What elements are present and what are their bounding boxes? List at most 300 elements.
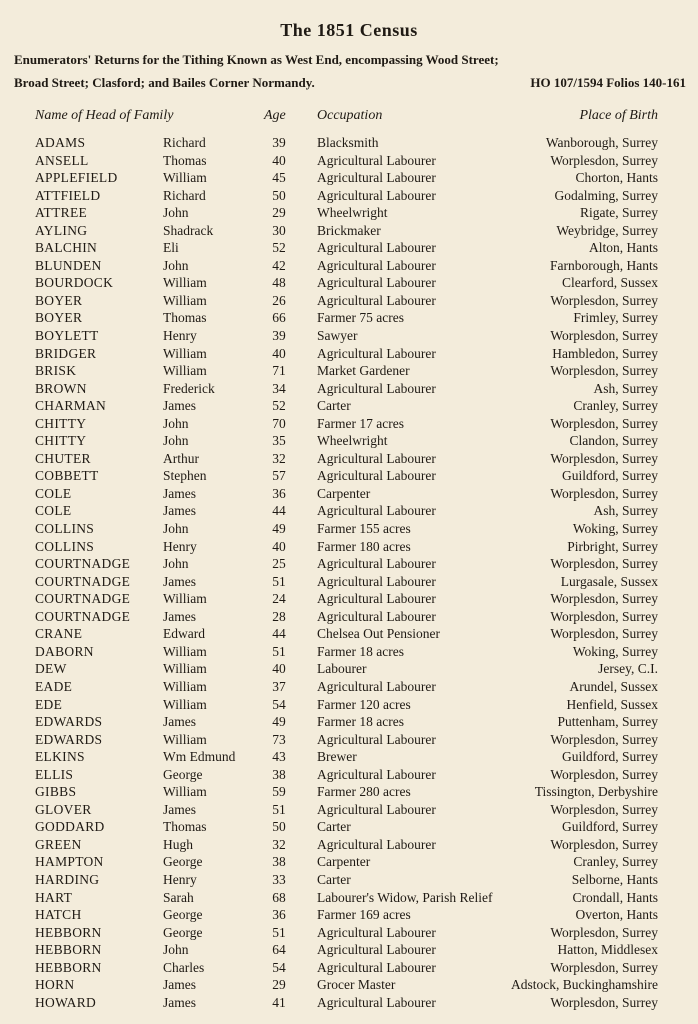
age-cell: 68 bbox=[272, 889, 286, 905]
surname-cell: BOYLETT bbox=[35, 328, 99, 344]
table-row bbox=[0, 538, 698, 556]
occupation-cell: Agricultural Labourer bbox=[317, 187, 436, 203]
occupation-cell: Brewer bbox=[317, 749, 357, 765]
surname-cell: COURTNADGE bbox=[35, 573, 131, 589]
age-cell: 36 bbox=[272, 485, 286, 501]
birthplace-cell: Worplesdon, Surrey bbox=[550, 801, 658, 817]
occupation-cell: Agricultural Labourer bbox=[317, 942, 436, 958]
birthplace-cell: Puttenham, Surrey bbox=[557, 714, 658, 730]
table-row bbox=[0, 573, 698, 591]
table-row bbox=[0, 187, 698, 205]
table-row bbox=[0, 485, 698, 503]
occupation-cell: Agricultural Labourer bbox=[317, 450, 436, 466]
table-row bbox=[0, 766, 698, 784]
table-row bbox=[0, 976, 698, 994]
surname-cell: CHUTER bbox=[35, 450, 91, 466]
birthplace-cell: Worplesdon, Surrey bbox=[550, 363, 658, 379]
surname-cell: CHARMAN bbox=[35, 398, 107, 414]
occupation-cell: Agricultural Labourer bbox=[317, 240, 436, 256]
age-cell: 48 bbox=[272, 275, 286, 291]
age-cell: 29 bbox=[272, 205, 286, 221]
birthplace-cell: Worplesdon, Surrey bbox=[550, 731, 658, 747]
forename-cell: Henry bbox=[163, 328, 197, 344]
forename-cell: Wm Edmund bbox=[163, 749, 236, 765]
birthplace-cell: Chorton, Hants bbox=[575, 170, 658, 186]
birthplace-cell: Worplesdon, Surrey bbox=[550, 415, 658, 431]
table-row bbox=[0, 783, 698, 801]
occupation-cell: Agricultural Labourer bbox=[317, 380, 436, 396]
occupation-cell: Agricultural Labourer bbox=[317, 836, 436, 852]
age-cell: 71 bbox=[272, 363, 286, 379]
birthplace-cell: Frimley, Surrey bbox=[573, 310, 658, 326]
table-row bbox=[0, 625, 698, 643]
age-cell: 57 bbox=[272, 468, 286, 484]
age-cell: 43 bbox=[272, 749, 286, 765]
surname-cell: COLLINS bbox=[35, 521, 95, 537]
birthplace-cell: Worplesdon, Surrey bbox=[550, 994, 658, 1010]
surname-cell: GLOVER bbox=[35, 801, 92, 817]
birthplace-cell: Henfield, Sussex bbox=[566, 696, 658, 712]
age-cell: 35 bbox=[272, 433, 286, 449]
occupation-cell: Agricultural Labourer bbox=[317, 503, 436, 519]
age-cell: 24 bbox=[272, 591, 286, 607]
age-cell: 37 bbox=[272, 678, 286, 694]
occupation-cell: Labourer's Widow, Parish Relief bbox=[317, 889, 493, 905]
forename-cell: William bbox=[163, 363, 207, 379]
surname-cell: GIBBS bbox=[35, 784, 77, 800]
birthplace-cell: Clearford, Sussex bbox=[562, 275, 658, 291]
table-row bbox=[0, 608, 698, 626]
age-cell: 32 bbox=[272, 836, 286, 852]
age-cell: 28 bbox=[272, 608, 286, 624]
surname-cell: HEBBORN bbox=[35, 942, 102, 958]
surname-cell: AYLING bbox=[35, 222, 88, 238]
birthplace-cell: Adstock, Buckinghamshire bbox=[511, 977, 658, 993]
occupation-cell: Carter bbox=[317, 398, 351, 414]
occupation-cell: Grocer Master bbox=[317, 977, 396, 993]
occupation-cell: Wheelwright bbox=[317, 205, 388, 221]
forename-cell: William bbox=[163, 731, 207, 747]
birthplace-cell: Clandon, Surrey bbox=[569, 433, 658, 449]
birthplace-cell: Hambledon, Surrey bbox=[552, 345, 658, 361]
table-row bbox=[0, 643, 698, 661]
age-cell: 50 bbox=[272, 819, 286, 835]
birthplace-cell: Overton, Hants bbox=[575, 907, 658, 923]
birthplace-cell: Worplesdon, Surrey bbox=[550, 608, 658, 624]
birthplace-cell: Worplesdon, Surrey bbox=[550, 328, 658, 344]
occupation-cell: Agricultural Labourer bbox=[317, 275, 436, 291]
surname-cell: HOWARD bbox=[35, 994, 97, 1010]
age-cell: 51 bbox=[272, 573, 286, 589]
surname-cell: HART bbox=[35, 889, 73, 905]
birthplace-cell: Worplesdon, Surrey bbox=[550, 626, 658, 642]
surname-cell: CRANE bbox=[35, 626, 83, 642]
occupation-cell: Agricultural Labourer bbox=[317, 468, 436, 484]
forename-cell: James bbox=[163, 714, 196, 730]
age-cell: 52 bbox=[272, 240, 286, 256]
birthplace-cell: Weybridge, Surrey bbox=[556, 222, 658, 238]
occupation-cell: Carter bbox=[317, 871, 351, 887]
forename-cell: John bbox=[163, 556, 189, 572]
table-row bbox=[0, 941, 698, 959]
table-row bbox=[0, 520, 698, 538]
subtitle-line-2-text: Broad Street; Clasford; and Bailes Corner Normandy. bbox=[14, 75, 315, 90]
forename-cell: James bbox=[163, 608, 196, 624]
age-cell: 40 bbox=[272, 345, 286, 361]
birthplace-cell: Worplesdon, Surrey bbox=[550, 152, 658, 168]
occupation-cell: Agricultural Labourer bbox=[317, 959, 436, 975]
forename-cell: John bbox=[163, 205, 189, 221]
surname-cell: COLE bbox=[35, 503, 72, 519]
birthplace-cell: Guildford, Surrey bbox=[562, 468, 658, 484]
table-row bbox=[0, 415, 698, 433]
surname-cell: ANSELL bbox=[35, 152, 89, 168]
table-row bbox=[0, 801, 698, 819]
table-row bbox=[0, 134, 698, 152]
occupation-cell: Agricultural Labourer bbox=[317, 556, 436, 572]
surname-cell: HAMPTON bbox=[35, 854, 104, 870]
table-row bbox=[0, 169, 698, 187]
occupation-cell: Farmer 18 acres bbox=[317, 643, 404, 659]
table-row bbox=[0, 274, 698, 292]
table-row bbox=[0, 994, 698, 1012]
birthplace-cell: Guildford, Surrey bbox=[562, 749, 658, 765]
table-row bbox=[0, 239, 698, 257]
table-row bbox=[0, 397, 698, 415]
birthplace-cell: Jersey, C.I. bbox=[598, 661, 658, 677]
table-row bbox=[0, 380, 698, 398]
header-age: Age bbox=[264, 108, 286, 123]
birthplace-cell: Ash, Surrey bbox=[593, 380, 658, 396]
surname-cell: BRISK bbox=[35, 363, 77, 379]
surname-cell: BLUNDEN bbox=[35, 257, 102, 273]
birthplace-cell: Cranley, Surrey bbox=[573, 398, 658, 414]
forename-cell: William bbox=[163, 643, 207, 659]
header-occupation: Occupation bbox=[317, 108, 383, 123]
subtitle-line-2 bbox=[14, 75, 690, 91]
birthplace-cell: Woking, Surrey bbox=[572, 643, 658, 659]
forename-cell: Stephen bbox=[163, 468, 207, 484]
table-row bbox=[0, 871, 698, 889]
age-cell: 51 bbox=[272, 924, 286, 940]
forename-cell: William bbox=[163, 591, 207, 607]
occupation-cell: Agricultural Labourer bbox=[317, 573, 436, 589]
birthplace-cell: Woking, Surrey bbox=[572, 521, 658, 537]
occupation-cell: Agricultural Labourer bbox=[317, 924, 436, 940]
occupation-cell: Agricultural Labourer bbox=[317, 994, 436, 1010]
age-cell: 59 bbox=[272, 784, 286, 800]
surname-cell: HATCH bbox=[35, 907, 82, 923]
surname-cell: ELKINS bbox=[35, 749, 85, 765]
surname-cell: HEBBORN bbox=[35, 924, 102, 940]
table-row bbox=[0, 836, 698, 854]
forename-cell: John bbox=[163, 257, 189, 273]
birthplace-cell: Guildford, Surrey bbox=[562, 819, 658, 835]
surname-cell: BALCHIN bbox=[35, 240, 98, 256]
age-cell: 40 bbox=[272, 538, 286, 554]
birthplace-cell: Rigate, Surrey bbox=[580, 205, 658, 221]
birthplace-cell: Worplesdon, Surrey bbox=[550, 924, 658, 940]
forename-cell: William bbox=[163, 696, 207, 712]
page-title: The 1851 Census bbox=[280, 20, 418, 40]
birthplace-cell: Hatton, Middlesex bbox=[557, 942, 658, 958]
age-cell: 38 bbox=[272, 854, 286, 870]
forename-cell: Hugh bbox=[163, 836, 193, 852]
surname-cell: HARDING bbox=[35, 871, 100, 887]
occupation-cell: Farmer 17 acres bbox=[317, 415, 404, 431]
table-row bbox=[0, 502, 698, 520]
occupation-cell: Agricultural Labourer bbox=[317, 170, 436, 186]
age-cell: 42 bbox=[272, 257, 286, 273]
forename-cell: Thomas bbox=[163, 819, 207, 835]
table-row bbox=[0, 292, 698, 310]
birthplace-cell: Wanborough, Surrey bbox=[545, 135, 658, 150]
table-row bbox=[0, 309, 698, 327]
forename-cell: Richard bbox=[163, 187, 206, 203]
archive-reference: HO 107/1594 Folios 140-161 bbox=[530, 75, 686, 90]
surname-cell: EDWARDS bbox=[35, 714, 103, 730]
forename-cell: James bbox=[163, 398, 196, 414]
surname-cell: COURTNADGE bbox=[35, 608, 131, 624]
birthplace-cell: Lurgasale, Sussex bbox=[560, 573, 658, 589]
age-cell: 40 bbox=[272, 152, 286, 168]
forename-cell: Henry bbox=[163, 538, 197, 554]
table-row bbox=[0, 590, 698, 608]
table-row bbox=[0, 222, 698, 240]
table-row bbox=[0, 678, 698, 696]
birthplace-cell: Cranley, Surrey bbox=[573, 854, 658, 870]
age-cell: 51 bbox=[272, 801, 286, 817]
forename-cell: John bbox=[163, 415, 189, 431]
occupation-cell: Market Gardener bbox=[317, 363, 410, 379]
age-cell: 54 bbox=[272, 959, 286, 975]
forename-cell: John bbox=[163, 521, 189, 537]
surname-cell: BOURDOCK bbox=[35, 275, 114, 291]
table-row bbox=[0, 748, 698, 766]
table-row bbox=[0, 660, 698, 678]
forename-cell: George bbox=[163, 854, 203, 870]
occupation-cell: Agricultural Labourer bbox=[317, 766, 436, 782]
forename-cell: George bbox=[163, 907, 203, 923]
surname-cell: ATTFIELD bbox=[35, 187, 101, 203]
age-cell: 66 bbox=[272, 310, 286, 326]
forename-cell: James bbox=[163, 994, 196, 1010]
age-cell: 54 bbox=[272, 696, 286, 712]
occupation-cell: Carter bbox=[317, 819, 351, 835]
age-cell: 49 bbox=[272, 521, 286, 537]
age-cell: 30 bbox=[272, 222, 286, 238]
forename-cell: George bbox=[163, 766, 203, 782]
occupation-cell: Agricultural Labourer bbox=[317, 292, 436, 308]
surname-cell: BOYER bbox=[35, 292, 83, 308]
forename-cell: William bbox=[163, 275, 207, 291]
forename-cell: Henry bbox=[163, 871, 197, 887]
surname-cell: BROWN bbox=[35, 380, 87, 396]
occupation-cell: Farmer 180 acres bbox=[317, 538, 411, 554]
birthplace-cell: Arundel, Sussex bbox=[569, 678, 658, 694]
forename-cell: William bbox=[163, 784, 207, 800]
occupation-cell: Agricultural Labourer bbox=[317, 591, 436, 607]
occupation-cell: Farmer 169 acres bbox=[317, 907, 411, 923]
occupation-cell: Farmer 18 acres bbox=[317, 714, 404, 730]
age-cell: 33 bbox=[272, 871, 286, 887]
table-row bbox=[0, 432, 698, 450]
occupation-cell: Agricultural Labourer bbox=[317, 345, 436, 361]
surname-cell: EDE bbox=[35, 696, 63, 712]
surname-cell: ADAMS bbox=[35, 135, 86, 150]
occupation-cell: Agricultural Labourer bbox=[317, 678, 436, 694]
table-row bbox=[0, 924, 698, 942]
occupation-cell: Farmer 120 acres bbox=[317, 696, 411, 712]
birthplace-cell: Worplesdon, Surrey bbox=[550, 591, 658, 607]
occupation-cell: Chelsea Out Pensioner bbox=[317, 626, 440, 642]
occupation-cell: Sawyer bbox=[317, 328, 358, 344]
forename-cell: Arthur bbox=[163, 450, 199, 466]
age-cell: 70 bbox=[272, 415, 286, 431]
age-cell: 44 bbox=[272, 626, 286, 642]
occupation-cell: Agricultural Labourer bbox=[317, 257, 436, 273]
forename-cell: Sarah bbox=[163, 889, 194, 905]
subtitle-line-1: Enumerators' Returns for the Tithing Known as West End, encompassing Wood Street; bbox=[14, 52, 499, 67]
occupation-cell: Wheelwright bbox=[317, 433, 388, 449]
surname-cell: GODDARD bbox=[35, 819, 105, 835]
surname-cell: APPLEFIELD bbox=[35, 170, 118, 186]
birthplace-cell: Pirbright, Surrey bbox=[567, 538, 658, 554]
age-cell: 39 bbox=[272, 135, 286, 150]
forename-cell: Thomas bbox=[163, 310, 207, 326]
forename-cell: William bbox=[163, 170, 207, 186]
surname-cell: HORN bbox=[35, 977, 75, 993]
table-row bbox=[0, 345, 698, 363]
forename-cell: James bbox=[163, 485, 196, 501]
occupation-cell: Labourer bbox=[317, 661, 367, 677]
table-row bbox=[0, 327, 698, 345]
age-cell: 29 bbox=[272, 977, 286, 993]
forename-cell: James bbox=[163, 503, 196, 519]
surname-cell: COURTNADGE bbox=[35, 591, 131, 607]
occupation-cell: Farmer 280 acres bbox=[317, 784, 411, 800]
table-row bbox=[0, 696, 698, 714]
header-birthplace: Place of Birth bbox=[579, 108, 658, 123]
age-cell: 50 bbox=[272, 187, 286, 203]
surname-cell: CHITTY bbox=[35, 433, 87, 449]
forename-cell: George bbox=[163, 924, 203, 940]
forename-cell: Edward bbox=[163, 626, 205, 642]
age-cell: 45 bbox=[272, 170, 286, 186]
age-cell: 40 bbox=[272, 661, 286, 677]
age-cell: 64 bbox=[272, 942, 286, 958]
age-cell: 41 bbox=[272, 994, 286, 1010]
surname-cell: ATTREE bbox=[35, 205, 88, 221]
forename-cell: William bbox=[163, 661, 207, 677]
birthplace-cell: Worplesdon, Surrey bbox=[550, 292, 658, 308]
table-row bbox=[0, 257, 698, 275]
surname-cell: EDWARDS bbox=[35, 731, 103, 747]
surname-cell: DEW bbox=[35, 661, 67, 677]
birthplace-cell: Worplesdon, Surrey bbox=[550, 450, 658, 466]
birthplace-cell: Crondall, Hants bbox=[572, 889, 658, 905]
occupation-cell: Farmer 75 acres bbox=[317, 310, 404, 326]
table-row bbox=[0, 959, 698, 977]
forename-cell: Frederick bbox=[163, 380, 215, 396]
table-row bbox=[0, 889, 698, 907]
birthplace-cell: Farnborough, Hants bbox=[550, 257, 658, 273]
occupation-cell: Agricultural Labourer bbox=[317, 801, 436, 817]
surname-cell: DABORN bbox=[35, 643, 94, 659]
occupation-cell: Agricultural Labourer bbox=[317, 608, 436, 624]
census-table bbox=[0, 134, 698, 1011]
forename-cell: John bbox=[163, 942, 189, 958]
birthplace-cell: Tissington, Derbyshire bbox=[534, 784, 658, 800]
table-row bbox=[0, 204, 698, 222]
birthplace-cell: Worplesdon, Surrey bbox=[550, 556, 658, 572]
age-cell: 26 bbox=[272, 292, 286, 308]
birthplace-cell: Ash, Surrey bbox=[593, 503, 658, 519]
occupation-cell: Brickmaker bbox=[317, 222, 381, 238]
age-cell: 34 bbox=[272, 380, 286, 396]
birthplace-cell: Godalming, Surrey bbox=[554, 187, 658, 203]
table-row bbox=[0, 853, 698, 871]
occupation-cell: Carpenter bbox=[317, 485, 371, 501]
age-cell: 39 bbox=[272, 328, 286, 344]
age-cell: 44 bbox=[272, 503, 286, 519]
age-cell: 32 bbox=[272, 450, 286, 466]
forename-cell: William bbox=[163, 292, 207, 308]
forename-cell: James bbox=[163, 801, 196, 817]
table-row bbox=[0, 818, 698, 836]
forename-cell: Thomas bbox=[163, 152, 207, 168]
table-row bbox=[0, 731, 698, 749]
surname-cell: HEBBORN bbox=[35, 959, 102, 975]
header-name: Name of Head of Family bbox=[35, 108, 174, 123]
table-row bbox=[0, 362, 698, 380]
occupation-cell: Agricultural Labourer bbox=[317, 731, 436, 747]
forename-cell: William bbox=[163, 678, 207, 694]
birthplace-cell: Selborne, Hants bbox=[571, 871, 658, 887]
age-cell: 36 bbox=[272, 907, 286, 923]
age-cell: 38 bbox=[272, 766, 286, 782]
surname-cell: COURTNADGE bbox=[35, 556, 131, 572]
forename-cell: John bbox=[163, 433, 189, 449]
surname-cell: BOYER bbox=[35, 310, 83, 326]
table-row bbox=[0, 152, 698, 170]
birthplace-cell: Alton, Hants bbox=[589, 240, 658, 256]
occupation-cell: Carpenter bbox=[317, 854, 371, 870]
age-cell: 73 bbox=[272, 731, 286, 747]
forename-cell: Shadrack bbox=[163, 222, 214, 238]
forename-cell: James bbox=[163, 977, 196, 993]
surname-cell: COLE bbox=[35, 485, 72, 501]
age-cell: 51 bbox=[272, 643, 286, 659]
surname-cell: COBBETT bbox=[35, 468, 99, 484]
birthplace-cell: Worplesdon, Surrey bbox=[550, 836, 658, 852]
surname-cell: COLLINS bbox=[35, 538, 95, 554]
table-row bbox=[0, 713, 698, 731]
table-row bbox=[0, 906, 698, 924]
birthplace-cell: Worplesdon, Surrey bbox=[550, 959, 658, 975]
surname-cell: BRIDGER bbox=[35, 345, 97, 361]
surname-cell: EADE bbox=[35, 678, 73, 694]
forename-cell: Charles bbox=[163, 959, 205, 975]
occupation-cell: Blacksmith bbox=[317, 135, 379, 150]
table-row bbox=[0, 555, 698, 573]
age-cell: 49 bbox=[272, 714, 286, 730]
forename-cell: Richard bbox=[163, 135, 206, 150]
table-row bbox=[0, 467, 698, 485]
surname-cell: GREEN bbox=[35, 836, 82, 852]
birthplace-cell: Worplesdon, Surrey bbox=[550, 485, 658, 501]
forename-cell: James bbox=[163, 573, 196, 589]
